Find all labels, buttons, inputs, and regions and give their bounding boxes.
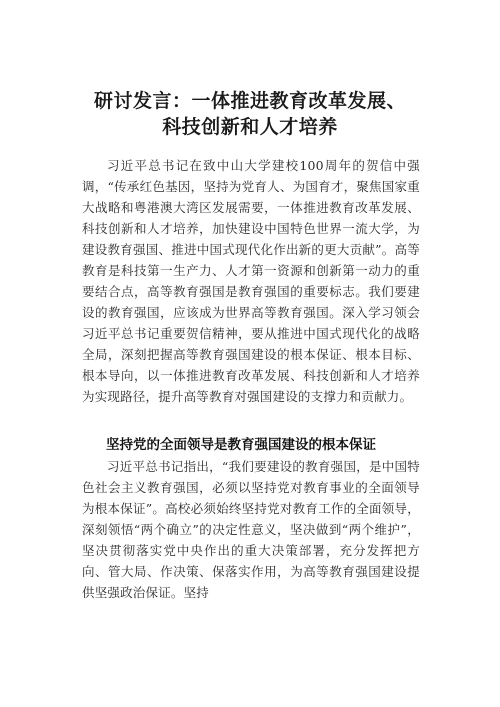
body-paragraph-2: 习近平总书记指出，“我们要建设的教育强国，是中国特色社会主义教育强国，必须以坚持党对教育事业的全面领导为根本保证”。高校必须始终坚持党对教育工作的全面领导，深刻领悟“两个确立”的决定性意义，坚决做到“两个维护”，坚决贯彻落实党中央作出的重大决策部署，充分发挥把方向、管大局、作决策、保落实作用，为高等教育强国建设提供坚强政治保证。坚持 <box>82 459 420 600</box>
body-paragraph-1: 习近平总书记在致中山大学建校100周年的贺信中强调，“传承红色基因，坚持为党育人、为国育才，聚焦国家重大战略和粤港澳大湾区发展需要，一体推进教育改革发展、科技创新和人才培养，加快建设中国特色世界一流大学，为建设教育强国、推进中国式现代化作出新的更大贡献”。高等教育是科技第一生产力、人才第一资源和创新第一动力的重要结合点，高等教育强国是教育强国的重要标志。我们要建设的教育强国，应该成为世界高等教育强国。深入学习领会习近平总书记重要贺信精神，要从推进中国式现代化的战略全局，深刻把握高等教育强国建设的根本保证、根本目标、根本导向，以一体推进教育改革发展、科技创新和人才培养为实现路径，提升高等教育对强国建设的支撑力和贡献力。 <box>82 158 420 404</box>
document-title-line-1: 研讨发言：一体推进教育改革发展、 <box>93 90 406 112</box>
document-title-line-2: 科技创新和人才培养 <box>162 116 338 138</box>
section-heading: 坚持党的全面领导是教育强国建设的根本保证 <box>106 437 376 453</box>
